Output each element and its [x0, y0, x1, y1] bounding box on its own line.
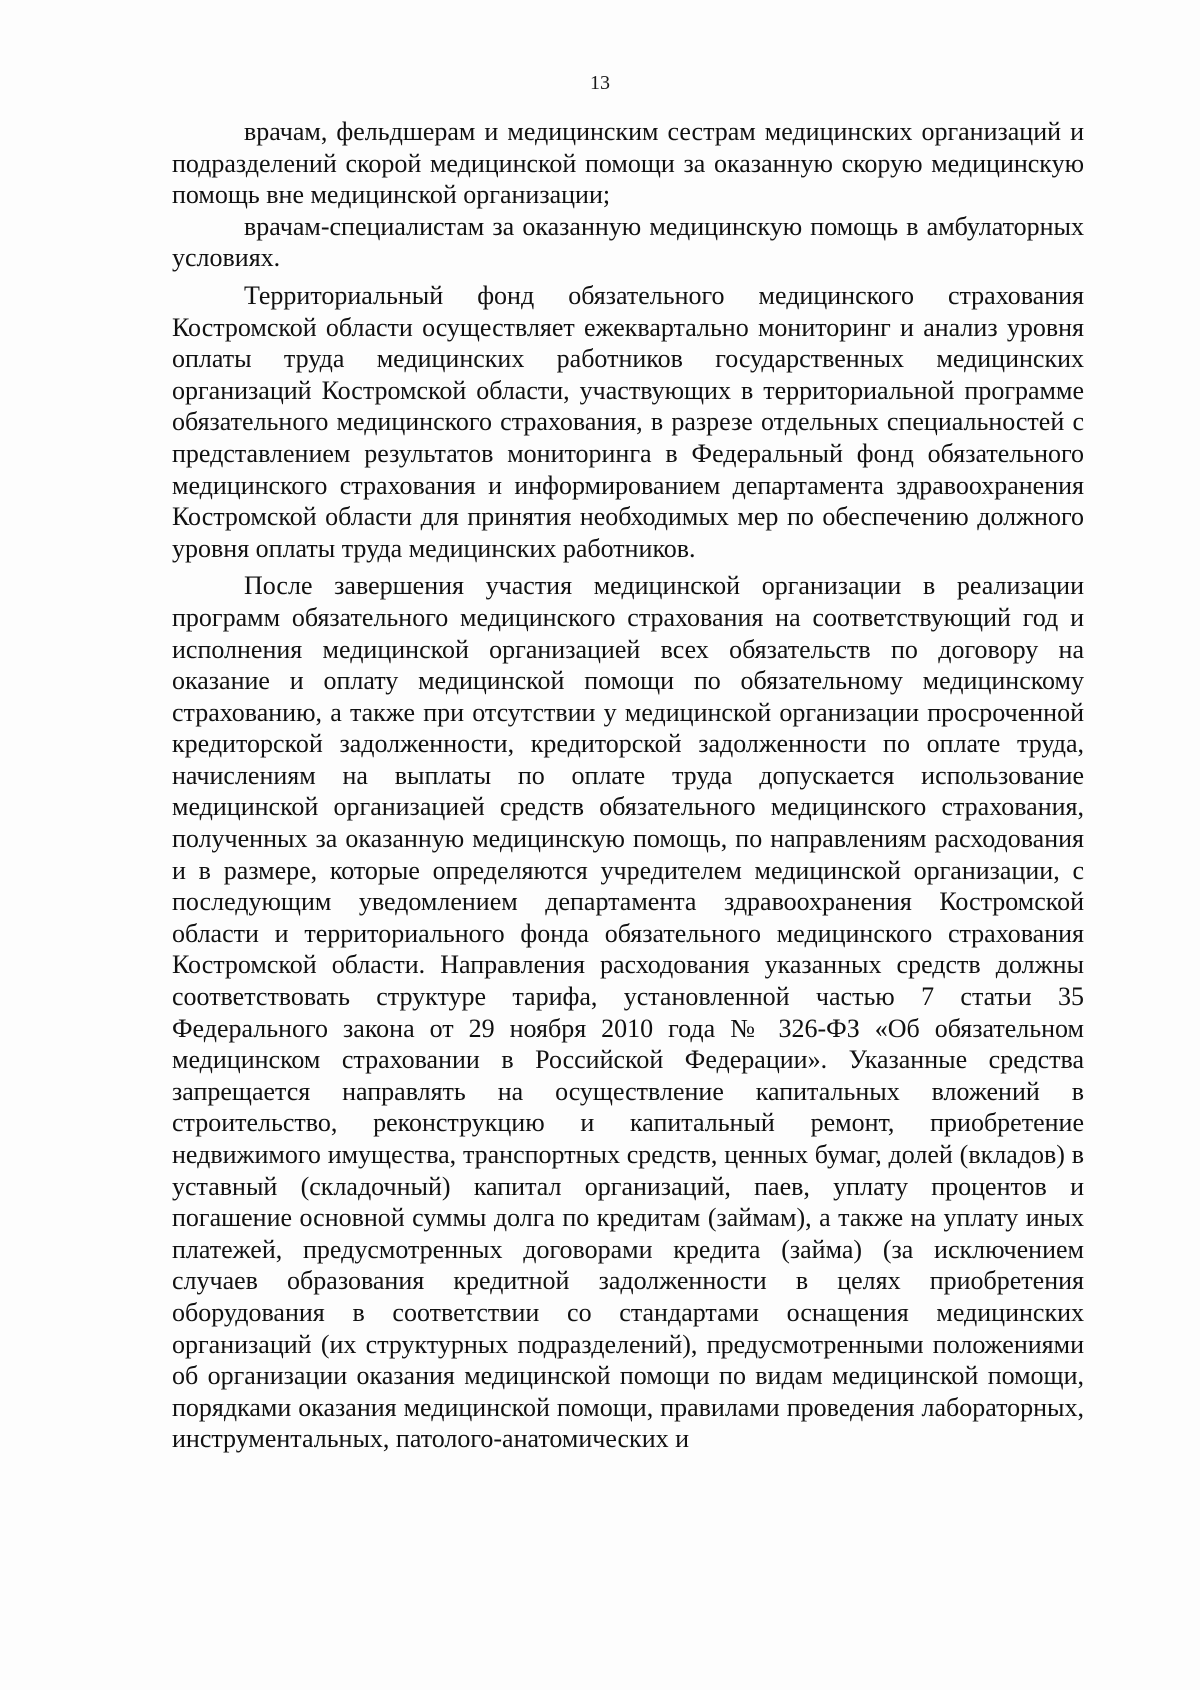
paragraph-fund-monitoring: Территориальный фонд обязательного медицинского страхования Костромской области осуществляет ежеквартально мониторинг и анализ уровня оплаты труда медицинских работников государственных медицинских организаций Костромской области, участвующих в территориальной программе обязательного медицинского страхования, в разрезе отдельных специальностей с представлением результатов мониторинга в Федеральный фонд обязательного медицинского страхования и информированием департамента здравоохранения Костромской области для принятия необходимых мер по обеспечению должного уровня оплаты труда медицинских работников.: [172, 280, 1084, 563]
page-number: 13: [590, 72, 610, 94]
paragraph-payment-recipients: врачам, фельдшерам и медицинским сестрам медицинских организаций и подразделений скорой медицинской помощи за оказанную скорую медицинскую помощь вне медицинской организации;: [172, 117, 1084, 210]
document-body: [172, 116, 1084, 1455]
paragraph-funds-usage: После завершения участия медицинской организации в реализации программ обязательного медицинского страхования на соответствующий год и исполнения медицинской организацией всех обязательств по договору на оказание и оплату медицинской помощи по обязательному медицинскому страхованию, а также при отсутствии у медицинской организации просроченной кредиторской задолженности, кредиторской задолженности по оплате труда, начислениям на выплаты по оплате труда допускается использование медицинской организацией средств обязательного медицинского страхования, полученных за оказанную медицинскую помощь, по направлениям расходования и в размере, которые определяются учредителем медицинской организации, с последующим уведомлением департамента здравоохранения Костромской области и территориального фонда обязательного медицинского страхования Костромской области. Направления расходования указанных средств должны соответствовать структуре тарифа, установленной частью 7 статьи 35 Федерального закона от 29 ноября 2010 года № 326-ФЗ «Об обязательном медицинском страховании в Российской Федерации». Указанные средства запрещается направлять на осуществление капитальных вложений в строительство, реконструкцию и капитальный ремонт, приобретение недвижимого имущества, транспортных средств, ценных бумаг, долей (вкладов) в уставный (складочный) капитал организаций, паев, уплату процентов и погашение основной суммы долга по кредитам (займам), а также на уплату иных платежей, предусмотренных договорами кредита (займа) (за исключением случаев образования кредитной задолженности в целях приобретения оборудования в соответствии со стандартами оснащения медицинских организаций (их структурных подразделений), предусмотренными положениями об организации оказания медицинской помощи по видам медицинской помощи, порядками оказания медицинской помощи, правилами проведения лабораторных, инструментальных, патолого-анатомических и: [172, 571, 1084, 1454]
paragraph-specialists: врачам-специалистам за оказанную медицинскую помощь в амбулаторных условиях.: [172, 211, 1084, 273]
